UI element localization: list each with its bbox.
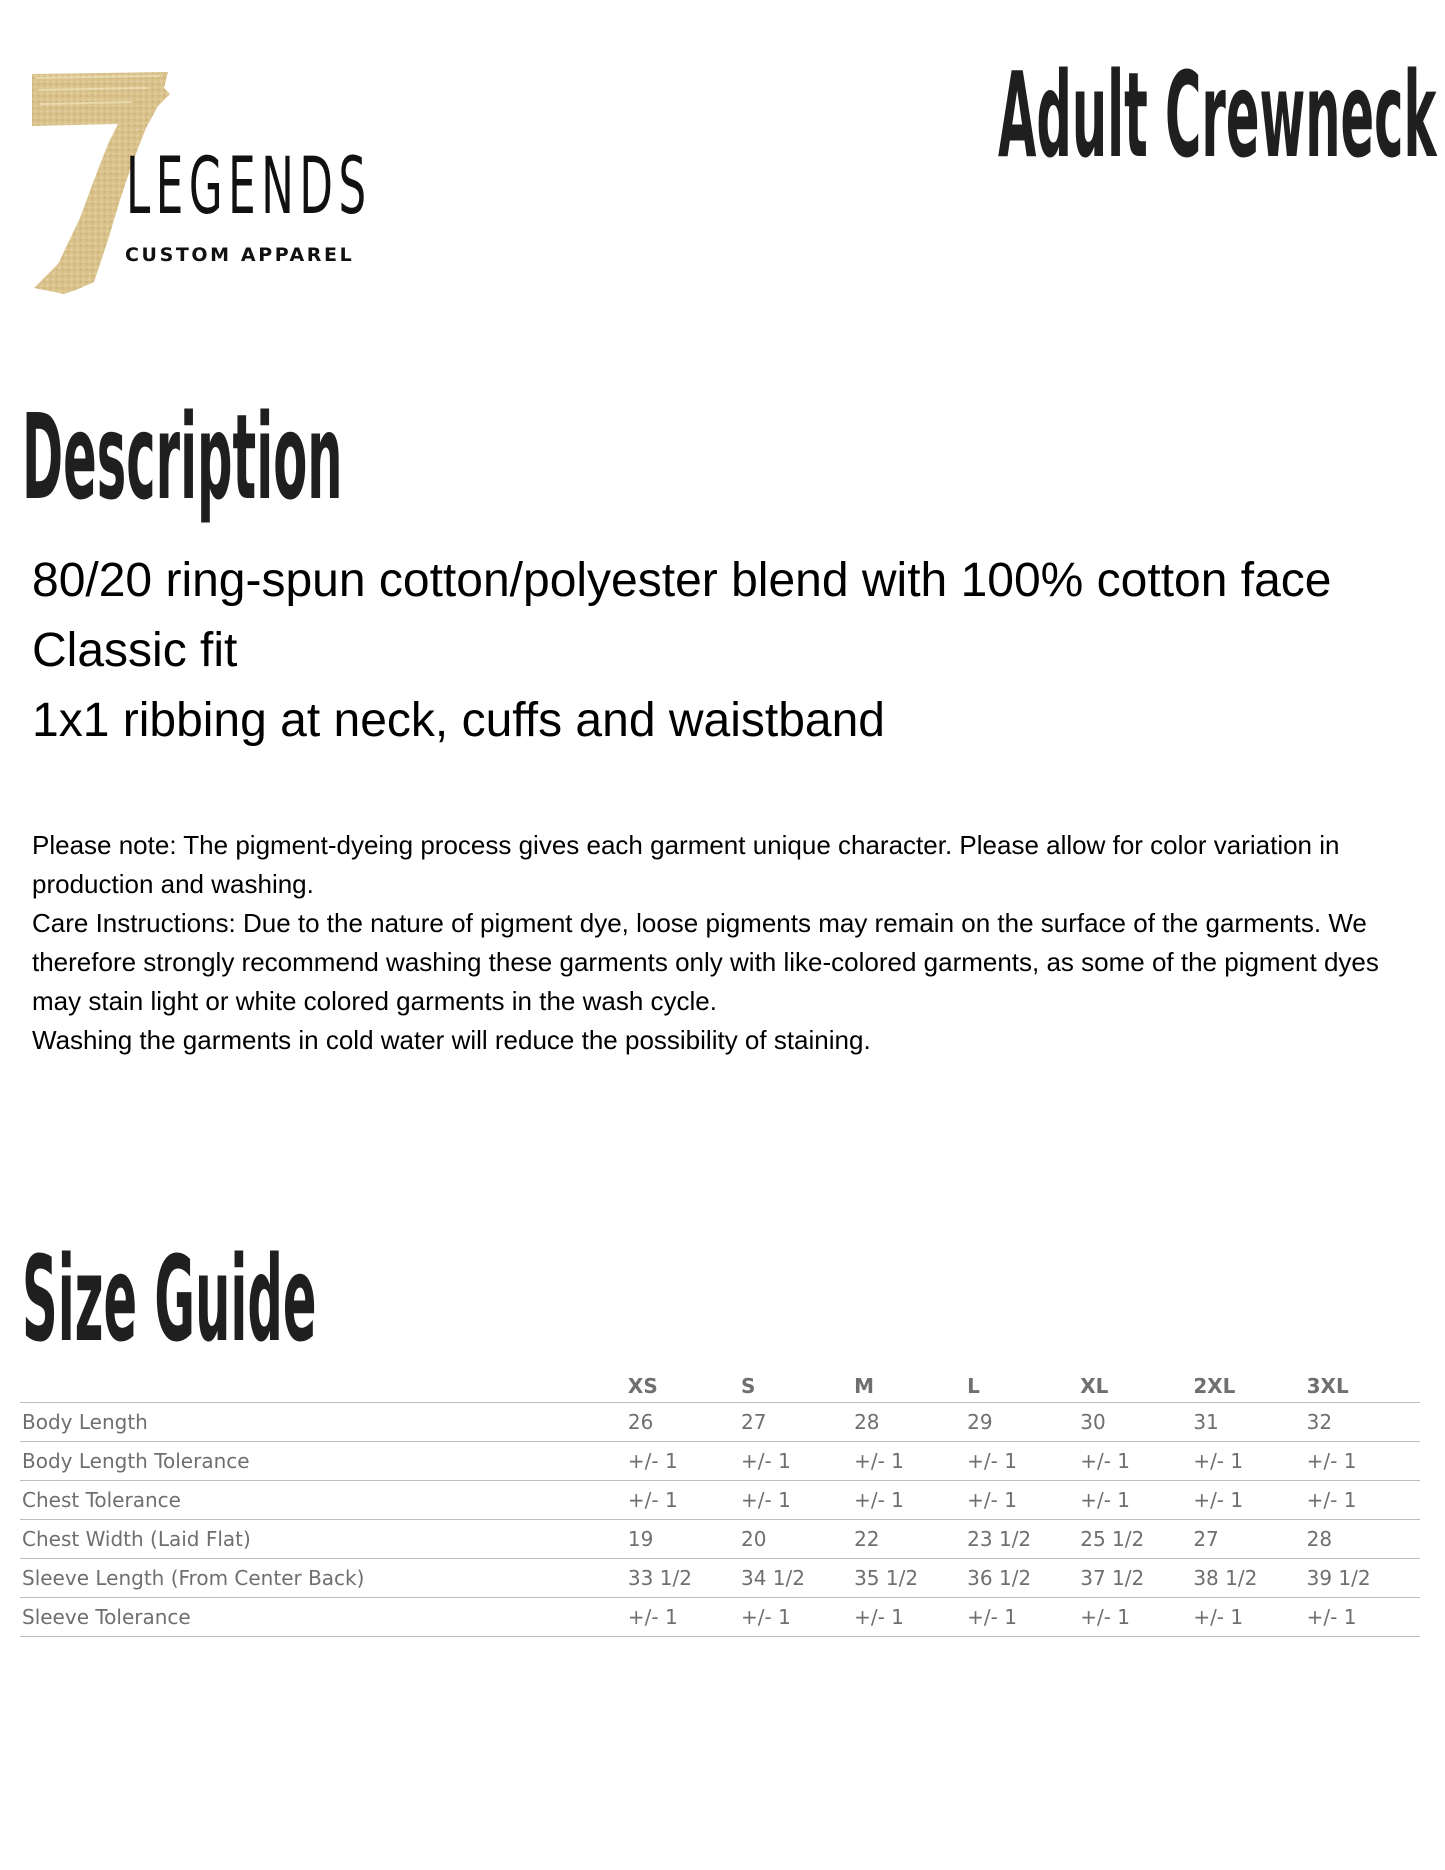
logo-wordmark: LEGENDS	[126, 142, 372, 232]
feature-item: 80/20 ring-spun cotton/polyester blend with 100% cotton face	[32, 554, 1332, 607]
table-cell: +/- 1	[628, 1598, 741, 1637]
size-header-l: L	[967, 1368, 1080, 1403]
row-label: Sleeve Tolerance	[20, 1598, 628, 1637]
table-cell: 26	[628, 1403, 741, 1442]
table-cell: +/- 1	[1193, 1442, 1306, 1481]
row-label: Sleeve Length (From Center Back)	[20, 1559, 628, 1598]
size-header-xl: XL	[1080, 1368, 1193, 1403]
table-cell: 33 1/2	[628, 1559, 741, 1598]
table-cell: +/- 1	[1307, 1598, 1420, 1637]
table-cell: 37 1/2	[1080, 1559, 1193, 1598]
feature-item: Classic fit	[32, 624, 238, 677]
table-cell: 31	[1193, 1403, 1306, 1442]
table-cell: 27	[1193, 1520, 1306, 1559]
table-cell: +/- 1	[741, 1481, 854, 1520]
size-header-m: M	[854, 1368, 967, 1403]
table-cell: 28	[1307, 1520, 1420, 1559]
table-row	[20, 1559, 1420, 1598]
table-cell: 36 1/2	[967, 1559, 1080, 1598]
row-label: Body Length Tolerance	[20, 1442, 628, 1481]
table-cell: 27	[741, 1403, 854, 1442]
table-cell: +/- 1	[1080, 1442, 1193, 1481]
size-guide-heading: Size Guide	[22, 1230, 317, 1368]
table-cell: +/- 1	[967, 1481, 1080, 1520]
feature-list	[32, 546, 1332, 756]
table-cell: +/- 1	[1080, 1481, 1193, 1520]
table-cell: 38 1/2	[1193, 1559, 1306, 1598]
care-notes	[32, 826, 1422, 1060]
brand-logo	[28, 68, 372, 298]
table-cell: 35 1/2	[854, 1559, 967, 1598]
table-cell: 20	[741, 1520, 854, 1559]
table-cell: +/- 1	[628, 1481, 741, 1520]
table-cell: 19	[628, 1520, 741, 1559]
table-cell: 32	[1307, 1403, 1420, 1442]
table-cell: +/- 1	[741, 1598, 854, 1637]
washing-note: Washing the garments in cold water will reduce the possibility of staining.	[32, 1025, 871, 1055]
table-cell: +/- 1	[1307, 1481, 1420, 1520]
table-cell: 25 1/2	[1080, 1520, 1193, 1559]
table-cell: 22	[854, 1520, 967, 1559]
care-instructions: Care Instructions: Due to the nature of pigment dye, loose pigments may remain on the surface of the garments. We therefore strongly recommend washing these garments only with like-colored garments, as some of the pigment dyes may stain light or white colored garments in the wash cycle.	[32, 908, 1379, 1016]
size-header-3xl: 3XL	[1307, 1368, 1420, 1403]
table-cell: 28	[854, 1403, 967, 1442]
table-cell: +/- 1	[967, 1442, 1080, 1481]
table-cell: +/- 1	[967, 1598, 1080, 1637]
table-cell: +/- 1	[1307, 1442, 1420, 1481]
feature-item: 1x1 ribbing at neck, cuffs and waistband	[32, 694, 885, 747]
size-header-s: S	[741, 1368, 854, 1403]
table-cell: 29	[967, 1403, 1080, 1442]
table-cell: +/- 1	[1193, 1598, 1306, 1637]
table-cell: 23 1/2	[967, 1520, 1080, 1559]
size-table	[20, 1368, 1420, 1637]
table-row	[20, 1442, 1420, 1481]
table-cell: +/- 1	[741, 1442, 854, 1481]
table-cell: 30	[1080, 1403, 1193, 1442]
row-label: Chest Width (Laid Flat)	[20, 1520, 628, 1559]
description-heading: Description	[22, 388, 343, 526]
table-row	[20, 1598, 1420, 1637]
table-row	[20, 1481, 1420, 1520]
size-header-xs: XS	[628, 1368, 741, 1403]
table-cell: +/- 1	[854, 1481, 967, 1520]
size-header-blank	[20, 1368, 628, 1403]
row-label: Body Length	[20, 1403, 628, 1442]
pigment-note: Please note: The pigment-dyeing process gives each garment unique character. Please allow for color variation in production and washing.	[32, 830, 1340, 899]
table-row	[20, 1520, 1420, 1559]
table-row	[20, 1403, 1420, 1442]
table-cell: +/- 1	[628, 1442, 741, 1481]
table-cell: +/- 1	[1080, 1598, 1193, 1637]
row-label: Chest Tolerance	[20, 1481, 628, 1520]
size-header-2xl: 2XL	[1193, 1368, 1306, 1403]
table-cell: 39 1/2	[1307, 1559, 1420, 1598]
table-cell: +/- 1	[854, 1442, 967, 1481]
logo-tagline: CUSTOM APPAREL	[125, 244, 355, 266]
table-cell: 34 1/2	[741, 1559, 854, 1598]
document-title: Adult Crewneck	[998, 46, 1437, 184]
table-cell: +/- 1	[1193, 1481, 1306, 1520]
table-cell: +/- 1	[854, 1598, 967, 1637]
size-header-row	[20, 1368, 1420, 1403]
